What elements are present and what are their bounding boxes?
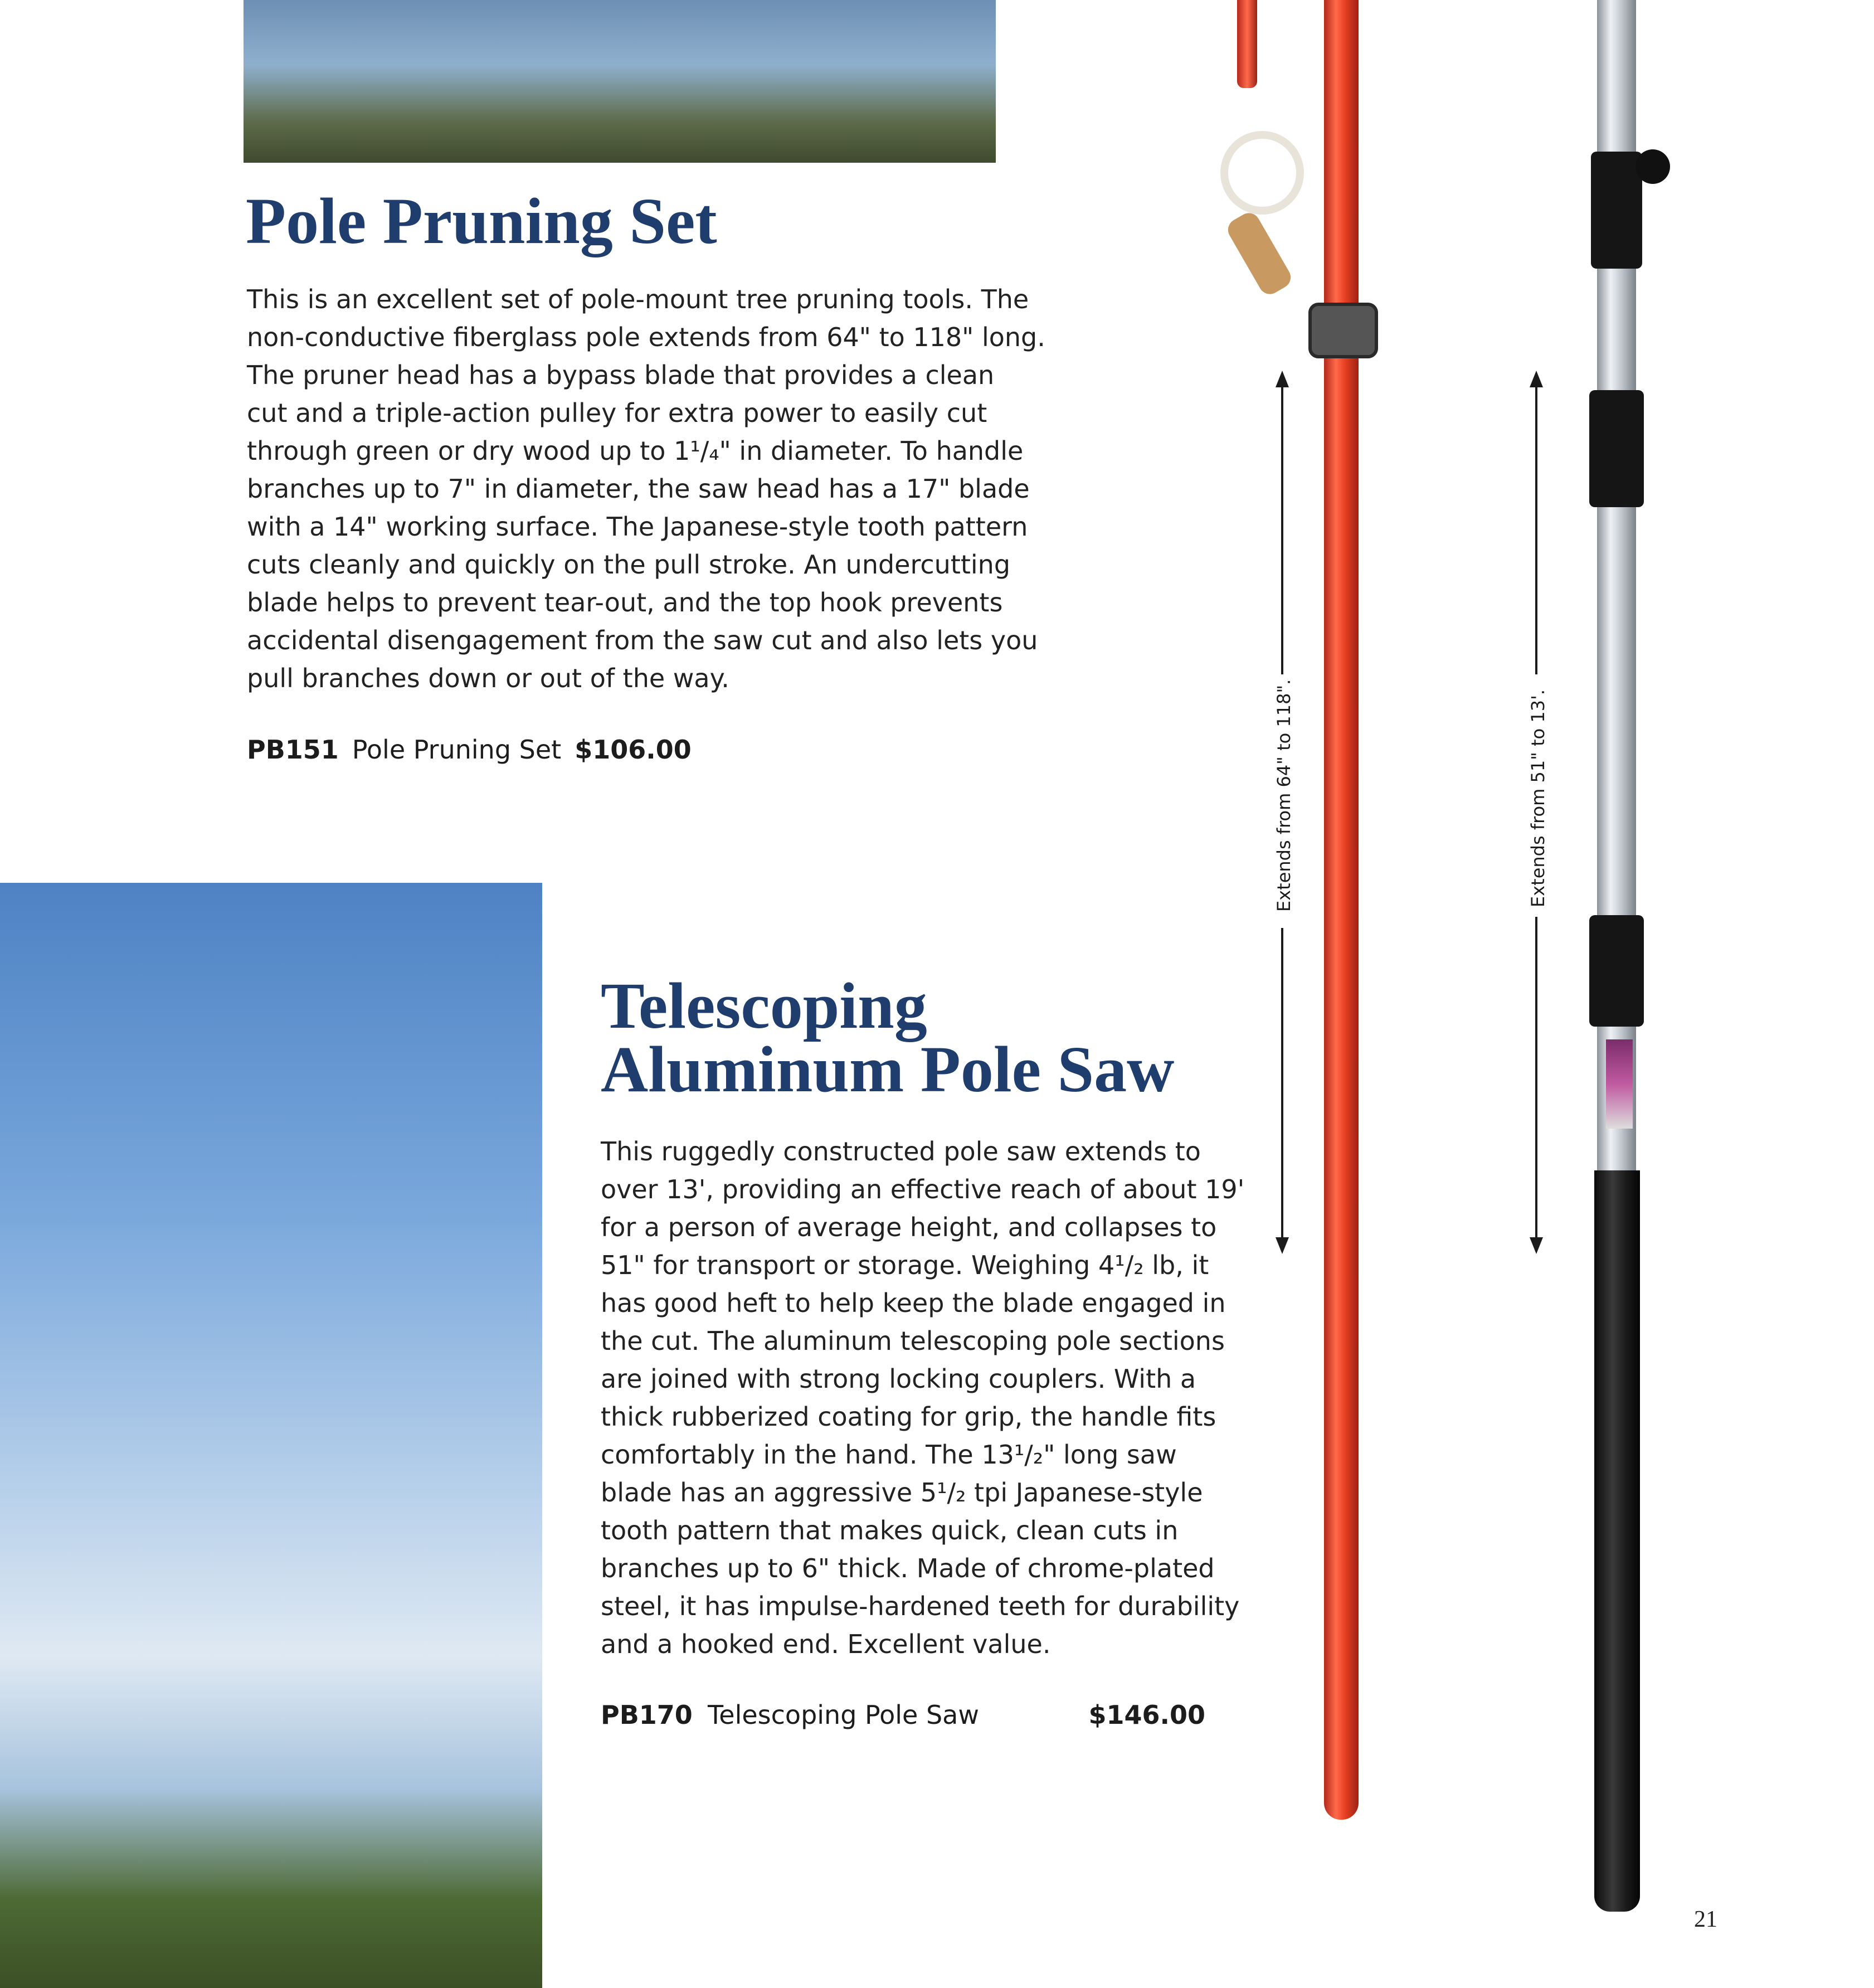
price: $106.00 [575,735,692,765]
fiberglass-pole-extension-label: Extends from 64" to 118". [1273,679,1294,912]
description-line: comfortably in the hand. The 13¹/₂" long saw [601,1440,1177,1470]
locking-knob [1636,149,1670,184]
description-line: blade helps to prevent tear-out, and the top hook prevents [247,587,1003,618]
price: $146.00 [1088,1700,1205,1730]
description-line: the cut. The aluminum telescoping pole sections [601,1326,1225,1356]
locking-coupler [1591,152,1642,269]
dimension-line [1281,385,1283,674]
sku: PB151 [247,735,339,765]
rubberized-grip [1594,1170,1640,1912]
pruning-photo [244,0,996,163]
pole-saw-photo [0,883,542,1988]
page-number: 21 [1694,1907,1717,1932]
description-line: cut and a triple-action pulley for extra power to easily cut [247,398,987,428]
description-line: for a person of average height, and collapses to [601,1212,1217,1242]
description-line: The pruner head has a bypass blade that provides a clean [247,360,995,390]
pole-pruning-set-description [247,280,1045,697]
description-line: 51" for transport or storage. Weighing 4¹/₂ lb, it [601,1250,1209,1280]
arrow-down-icon [1276,1237,1289,1254]
description-line: non-conductive fiberglass pole extends from 64" to 118" long. [247,322,1045,352]
pole-pruning-set-title: Pole Pruning Set [246,184,717,257]
description-line: through green or dry wood up to 1¹/₄" in diameter. To handle [247,436,1024,466]
pruner-head-piece [1237,0,1257,88]
pulley-rope [1220,131,1304,215]
description-line: thick rubberized coating for grip, the handle fits [601,1402,1216,1432]
description-line: accidental disengagement from the saw cut and also lets you [247,625,1038,655]
pole-saw-order-line [601,1698,1205,1732]
description-line: with a 14" working surface. The Japanese-style tooth pattern [247,512,1028,542]
title-line: Telescoping [601,969,927,1042]
sku: PB170 [601,1700,693,1730]
description-line: pull branches down or out of the way. [247,663,729,693]
description-line: has good heft to help keep the blade engaged in [601,1288,1226,1318]
product-label [1606,1039,1633,1129]
product-name: Pole Pruning Set [352,735,562,765]
locking-coupler [1589,390,1644,507]
description-line: This ruggedly constructed pole saw extends to [601,1136,1201,1166]
aluminum-pole-extension-label: Extends from 51" to 13'. [1527,689,1549,907]
description-line: This is an excellent set of pole-mount tree pruning tools. The [247,284,1029,314]
description-line: steel, it has impulse-hardened teeth for durability [601,1591,1240,1621]
dimension-line [1281,928,1283,1243]
fiberglass-pole [1324,0,1359,1820]
rope-handle [1224,209,1295,298]
description-line: tooth pattern that makes quick, clean cuts in [601,1515,1179,1545]
product-name: Telescoping Pole Saw [708,1700,979,1730]
description-line: are joined with strong locking couplers. With a [601,1364,1196,1394]
pole-saw-description [601,1132,1244,1663]
title-line: Aluminum Pole Saw [601,1033,1175,1106]
arrow-down-icon [1530,1237,1543,1254]
locking-coupler [1589,915,1644,1027]
description-line: blade has an aggressive 5¹/₂ tpi Japanese-style [601,1477,1203,1508]
dimension-line [1535,385,1537,674]
description-line: branches up to 6" thick. Made of chrome-plated [601,1553,1215,1583]
pole-pruning-set-order-line [247,733,692,766]
description-line: branches up to 7" in diameter, the saw head has a 17" blade [247,474,1030,504]
description-line: cuts cleanly and quickly on the pull stroke. An undercutting [247,550,1011,580]
pole-coupler-bracket [1308,303,1378,358]
description-line: over 13', providing an effective reach of about 19' [601,1174,1245,1204]
pole-saw-title [601,969,1175,1106]
dimension-line [1535,917,1537,1243]
description-line: and a hooked end. Excellent value. [601,1629,1051,1659]
